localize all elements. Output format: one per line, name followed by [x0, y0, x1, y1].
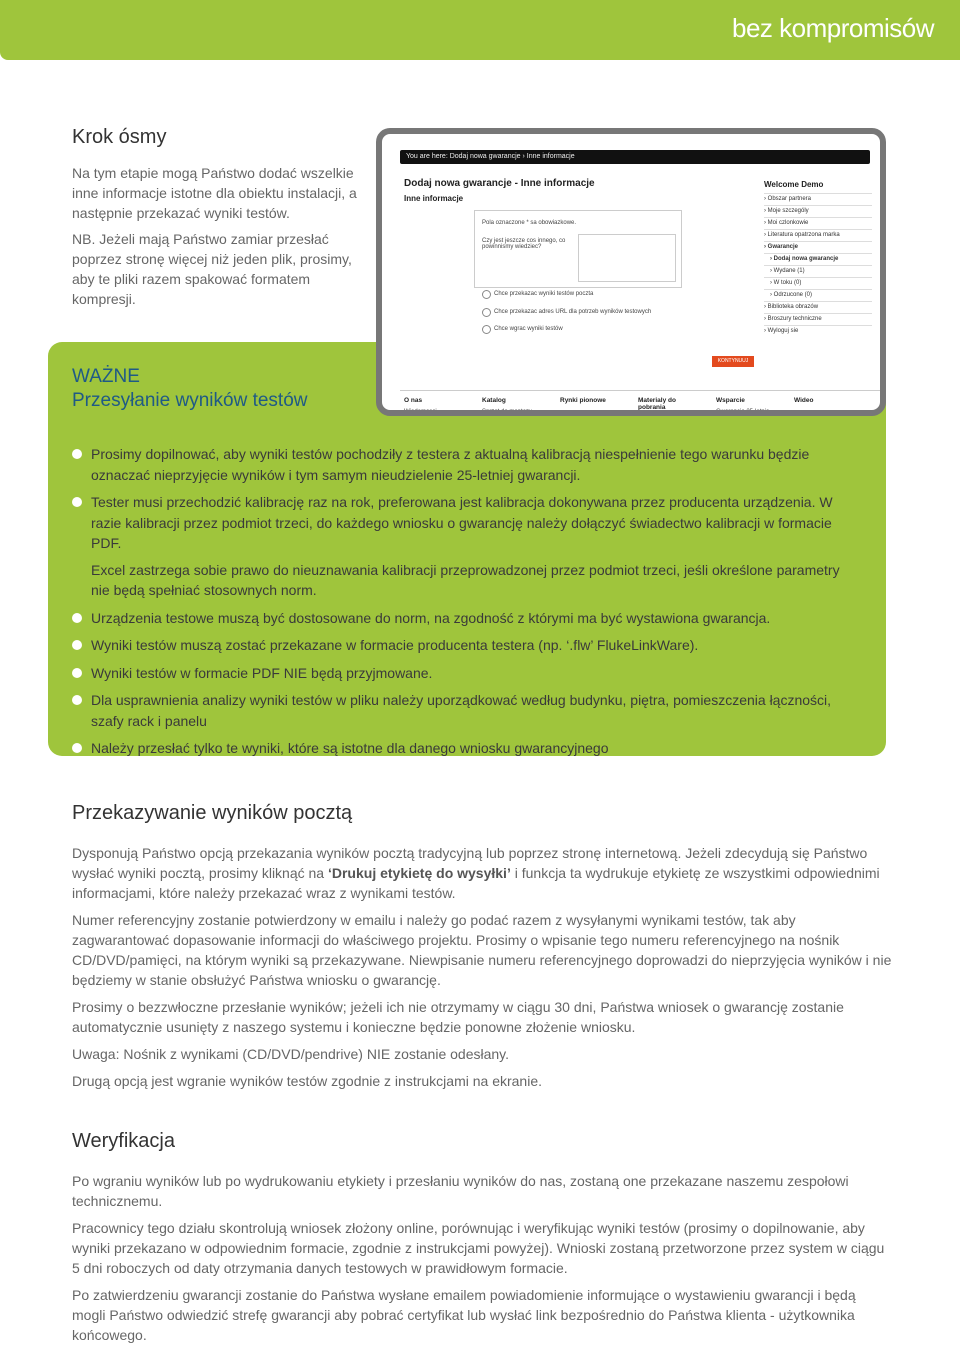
list-item: Dla usprawnienia analizy wyniki testów w pliku należy uporządkować według budynku, piętra, pomieszczenia łączności, szafy rack i panelu: [72, 690, 862, 731]
option-url: Chce przekazac adres URL dla potrzeb wyników testowych: [494, 309, 652, 315]
verify-section: [72, 1130, 892, 1352]
footer-link[interactable]: Gwarancja 25-letnia: [716, 409, 770, 415]
footer-col[interactable]: O nas: [404, 397, 423, 404]
sidebar-item[interactable]: › Biblioteka obrazów: [764, 301, 872, 313]
sidebar-item[interactable]: › Gwarancje: [764, 241, 872, 253]
radio-upload[interactable]: [482, 325, 491, 334]
bullet-icon: [72, 449, 82, 459]
bullet-icon: [72, 695, 82, 705]
bullet-icon: [72, 668, 82, 678]
list-item: Wyniki testów muszą zostać przekazane w formacie producenta testera (np. ‘.flw’ FlukeLinkWare).: [72, 635, 862, 656]
sidebar-item[interactable]: › W toku (0): [764, 277, 872, 289]
required-note: Pola oznaczone * sa obowiazkowe.: [482, 220, 577, 226]
calibration-note: Excel zastrzega sobie prawo do nieuznawania kalibracji przeprowadzonej przez podmiot trzeci, jeśli określone parametry nie będą spełniać stosownych norm.: [91, 561, 840, 598]
bullet-icon: [72, 743, 82, 753]
important-label: WAŻNE: [72, 366, 140, 387]
mail-para2: Numer referencyjny zostanie potwierdzony w emailu i należy go podać razem z wysyłanymi wynikami testów, tak aby zagwarantować dopasowanie informacji do właściwego projektu. Prosimy o wpisanie tego numeru referencyjnego na nośnik CD/DVD/pamięci, na którym wyniki są przekazywane. Niewpisanie numeru referencyjnego doprowadzi do nieprzyjęcia wyników i nie będziemy w stanie obsłużyć Państwa wniosku o gwarancję.: [72, 912, 892, 988]
important-header: [72, 366, 307, 412]
verify-heading: Weryfikacja: [72, 1130, 175, 1152]
step8-para2: NB. Jeżeli mają Państwo zamiar przesłać poprzez stronę więcej niż jeden plik, prosimy, aby te pliki razem spakować formatem kompresji.: [72, 231, 352, 307]
sidebar-item[interactable]: › Dodaj nowa gwarancje: [764, 253, 872, 265]
banner-title: bez kompromisów: [731, 13, 934, 43]
sidebar-item[interactable]: › Odrzucone (0): [764, 289, 872, 301]
step8-section: [72, 126, 372, 309]
header-banner: [0, 0, 960, 60]
bullet-icon: [72, 640, 82, 650]
sidebar-item[interactable]: › Wyloguj sie: [764, 325, 872, 337]
mail-heading: Przekazywanie wyników pocztą: [72, 802, 353, 824]
sidebar: [764, 180, 872, 337]
sidebar-item[interactable]: › Literatura opatrzona marka: [764, 229, 872, 241]
sidebar-item[interactable]: › Moje szczególy: [764, 205, 872, 217]
list-item: Należy przesłać tylko te wyniki, które są istotne dla danego wniosku gwarancyjnego: [72, 738, 862, 759]
screenshot-title: Dodaj nowa gwarancje - Inne informacje: [404, 178, 595, 189]
footer-link[interactable]: Sprzet do montazu: [482, 409, 533, 415]
option-post: Chce przekazac wyniki testów poczta: [494, 291, 594, 297]
mail-para3: Prosimy o bezzwłoczne przesłanie wyników; jeżeli ich nie otrzymamy w ciągu 30 dni, Państwa wniosek o gwarancję zostanie automatycznie usunięty z naszego systemu i konieczne będzie ponowne złożenie wniosku.: [72, 999, 844, 1035]
radio-url[interactable]: [482, 308, 491, 317]
footer-col[interactable]: Wsparcie: [716, 397, 745, 404]
mail-para1: Dysponują Państwo opcją przekazania wyników pocztą tradycyjną lub poprzez stronę internetową. Jeżeli zdecydują się Państwo wysłać wyniki pocztą, prosimy kliknąć na ‘Drukuj etykietę do wysyłki’ i funkcja ta wydrukuje etykietę ze wszystkimi odpowiednimi informacjami, które należy przekazać wraz z wynikami testów.: [72, 845, 880, 901]
important-list: [72, 444, 862, 766]
footer-col[interactable]: Rynki pionowe: [560, 397, 606, 404]
sidebar-item[interactable]: › Broszury techniczne: [764, 313, 872, 325]
print-label-link: ‘Drukuj etykietę do wysyłki’: [327, 865, 511, 881]
continue-button[interactable]: KONTYNUUJ: [712, 356, 754, 367]
mail-para5: Drugą opcją jest wgranie wyników testów zgodnie z instrukcjami na ekranie.: [72, 1073, 542, 1089]
step8-para1: Na tym etapie mogą Państwo dodać wszelkie inne informacje istotne dla obiektu instalacji, a następnie przekazać wyniki testów.: [72, 165, 357, 221]
verify-para3: Po zatwierdzeniu gwarancji zostanie do Państwa wysłane emailem powiadomienie informujące o wystawieniu gwarancji i będą mogli Państwo odwiedzić strefę gwarancji aby pobrać certyfikat lub wysłać link bezpośrednio do Państwa klienta - użytkownika końcowego.: [72, 1287, 856, 1343]
website-screenshot: [376, 128, 886, 416]
footer-col[interactable]: Katalog: [482, 397, 506, 404]
footer-col[interactable]: Materialy do pobrania: [638, 397, 676, 411]
list-item: Wyniki testów w formacie PDF NIE będą przyjmowane.: [72, 663, 862, 684]
list-item: Urządzenia testowe muszą być dostosowane do norm, na zgodność z którymi ma być wystawiona gwarancja.: [72, 608, 862, 629]
radio-post[interactable]: [482, 290, 491, 299]
screenshot-subtitle: Inne informacje: [404, 194, 464, 203]
info-textarea[interactable]: [578, 234, 676, 282]
mail-section: [72, 802, 892, 1098]
bullet-icon: [72, 613, 82, 623]
step8-heading: Krok ósmy: [72, 126, 167, 148]
sidebar-item[interactable]: › Obszar partnera: [764, 193, 872, 205]
sidebar-item[interactable]: › Moi czlonkowie: [764, 217, 872, 229]
list-item: Tester musi przechodzić kalibrację raz na rok, preferowana jest kalibracja dokonywana przez producenta urządzenia. W razie kalibracji przez podmiot trzeci, do każdego wniosku o gwarancję należy dołączyć świadectwo kalibracji w formacie PDF.: [72, 492, 862, 554]
screenshot-footer: [400, 390, 880, 416]
sidebar-title: Welcome Demo: [764, 180, 824, 189]
sidebar-item[interactable]: › Wydane (1): [764, 265, 872, 277]
question-label: Czy jest jeszcze cos innego, co powinnismy wiedziec?: [482, 238, 566, 250]
option-upload: Chce wgrac wyniki testów: [494, 326, 563, 332]
important-title: Przesyłanie wyników testów: [72, 390, 308, 411]
mail-para4: Uwaga: Nośnik z wynikami (CD/DVD/pendrive) NIE zostanie odesłany.: [72, 1046, 510, 1062]
verify-para1: Po wgraniu wyników lub po wydrukowaniu etykiety i przesłaniu wyników do nas, zostaną one przekazane naszemu zespołowi technicznemu.: [72, 1173, 849, 1209]
verify-para2: Pracownicy tego działu skontrolują wniosek złożony online, porównując i weryfikując wyniki testów (prosimy o dopilnowanie, aby wyniki przekazano w odpowiednim formacie, zgodnie z instrukcjami powyżej). Wnioski zostaną przetworzone przez system w ciągu 5 dni roboczych od daty otrzymania danych testowych w prawidłowym formacie.: [72, 1220, 885, 1276]
breadcrumb: You are here: Dodaj nowa gwarancje › Inne informacje: [400, 150, 870, 164]
list-item: Prosimy dopilnować, aby wyniki testów pochodziły z testera z aktualną kalibracją niespełnienie tego warunku będzie oznaczać nieprzyjęcie wyników i tym samym nieudzielenie 25-letniej gwarancji.: [72, 444, 862, 485]
footer-link[interactable]: Wiadomosci: [404, 409, 437, 415]
bullet-icon: [72, 497, 82, 507]
footer-col[interactable]: Wideo: [794, 397, 814, 404]
